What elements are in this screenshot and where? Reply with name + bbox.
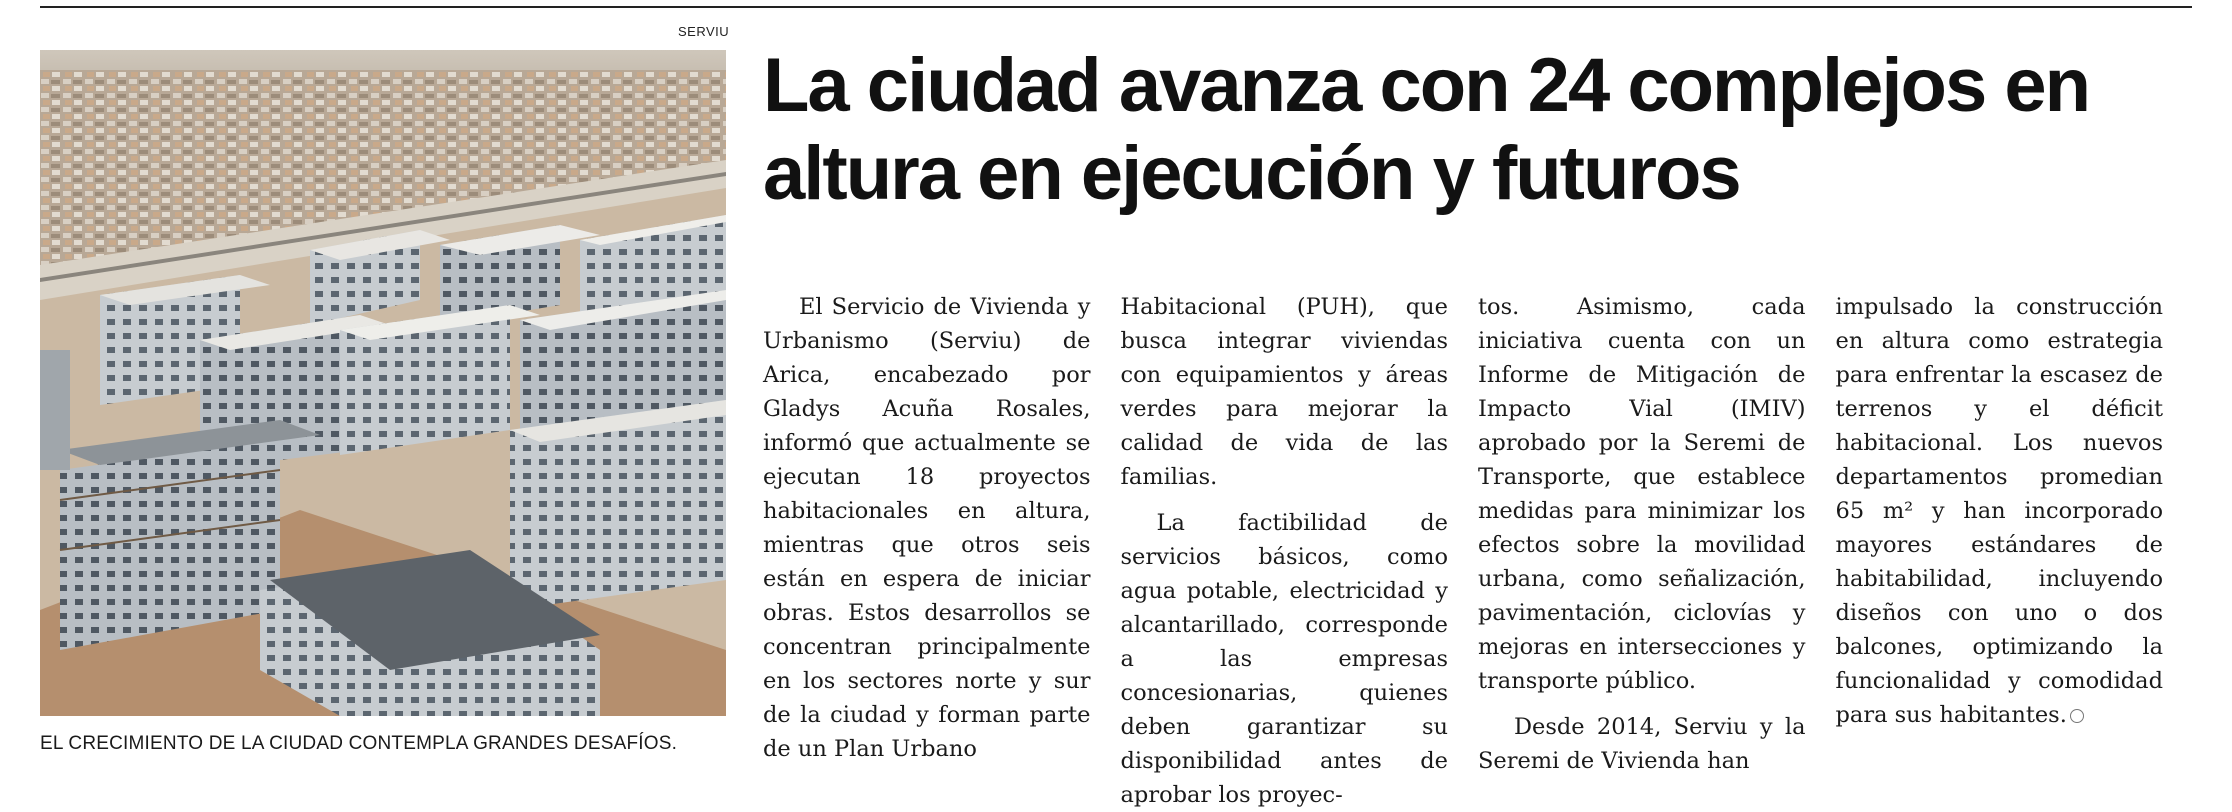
paragraph: La factibilidad de servicios básicos, como agua potable, electricidad y alcantarillado, corresponde a las empresas concesionarias, quienes deben garantizar su disponibilidad antes de aprobar los proyec- [1120,510,1448,808]
column-2 [1120,290,1449,808]
paragraph: Habitacional (PUH), que busca integrar viviendas con equipamientos y áreas verdes para mejorar la calidad de vida de las familias. [1120,294,1448,490]
paragraph: El Servicio de Vivienda y Urbanismo (Serviu) de Arica, encabezado por Gladys Acuña Rosales, informó que actualmente se ejecutan 18 proyectos habitacionales en altura, mientras que otros seis están en espera de iniciar obras. Estos desarrollos se concentran principalmente en los sectores norte y sur de la ciudad y forman parte de un Plan Urbano [763,294,1091,762]
photo-caption: EL CRECIMIENTO DE LA CIUDAD CONTEMPLA GRANDES DESAFÍOS. [40,733,678,754]
end-of-article-icon [2070,709,2084,723]
column-3 [1478,290,1806,774]
paragraph: Desde 2014, Serviu y la Seremi de Vivienda han [1478,714,1806,774]
photo-credit: SERVIU [678,24,730,39]
column-1 [763,290,1091,770]
top-rule [40,6,2192,8]
headline: La ciudad avanza con 24 complejos en altura en ejecución y futuros [763,43,2090,216]
paragraph [1836,290,2164,732]
article-photo [40,50,726,716]
paragraph: tos. Asimismo, cada iniciativa cuenta con un Informe de Mitigación de Impacto Vial (IMIV) aprobado por la Seremi de Transporte, que establece medidas para minimizar los efectos sobre la movilidad urbana, como señalización, pavimentación, ciclovías y mejoras en intersecciones y transporte público. [1478,294,1806,694]
aerial-city-photo [40,50,726,716]
column-4 [1836,290,2164,770]
article-body [763,290,2163,808]
paragraph-text: impulsado la construcción en altura como estrategia para enfrentar la escasez de terrenos y el déficit habitacional. Los nuevos departamentos promedian 65 m² y han incorporado mayores estándares de habitabilidad, incluyendo diseños con uno o dos balcones, optimizando la funcionalidad y comodidad para sus habitantes. [1835,294,2163,728]
